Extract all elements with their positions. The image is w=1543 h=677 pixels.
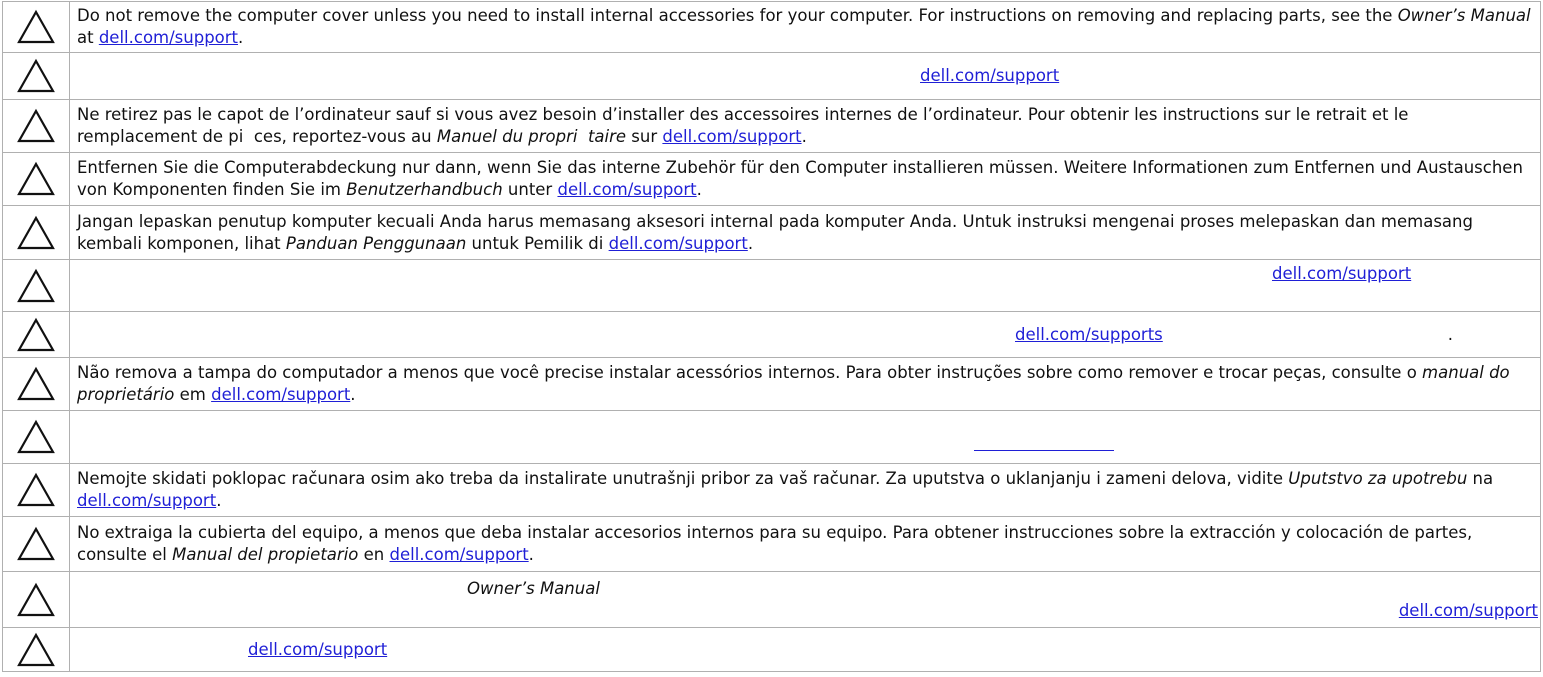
- notice-row-blank-6: [2, 628, 1541, 672]
- support-link[interactable]: dell.com/support: [1272, 264, 1412, 283]
- caution-triangle-icon: [16, 582, 56, 618]
- manual-title: manual do proprietário: [77, 363, 1510, 404]
- caution-triangle-icon: [16, 108, 56, 144]
- notice-text-part: Ne retirez pas le capot de l’ordinateur sauf si vous avez besoin d’installer des accessoires internes de l’ordinateur. Pour obtenir les instructions sur le retrait et le remplacement de pi ces, reportez-vous au: [77, 105, 1409, 146]
- notice-text: [69, 312, 1541, 358]
- notice-text-part: Entfernen Sie die Computerabdeckung nur dann, wenn Sie das interne Zubehör für den Computer installieren müssen. Weitere Informationen zum Entfernen und Austauschen von Komponenten finden Sie im: [77, 158, 1523, 199]
- manual-title: Manuel du propri taire: [436, 127, 627, 146]
- notice-text: [69, 358, 1541, 411]
- notice-text: [69, 260, 1541, 312]
- caution-triangle-icon: [16, 161, 56, 197]
- caution-icon-cell: [2, 628, 69, 672]
- notice-text: [69, 628, 1541, 672]
- notice-text-part: untuk Pemilik di: [466, 233, 609, 253]
- notice-text: [69, 572, 1541, 628]
- support-link[interactable]: dell.com/support: [77, 491, 217, 510]
- support-link[interactable]: dell.com/support: [1398, 600, 1538, 620]
- notice-text: [69, 464, 1541, 517]
- caution-icon-cell: [2, 517, 69, 572]
- notice-text-part: .: [238, 28, 244, 47]
- notice-text-part: No extraiga la cubierta del equipo, a menos que deba instalar accesorios internos para su equipo. Para obtener instrucciones sobre la extracción y colocación de partes, consulte el: [77, 523, 1473, 564]
- support-link-underline[interactable]: [974, 432, 1114, 451]
- caution-icon-cell: [2, 206, 69, 260]
- caution-triangle-icon: [16, 472, 56, 508]
- manual-title: Benutzerhandbuch: [346, 180, 503, 199]
- notice-text-part: sur: [626, 127, 663, 146]
- caution-icon-cell: [2, 411, 69, 464]
- caution-icon-cell: [2, 312, 69, 358]
- notice-text-part: en: [358, 545, 390, 564]
- notice-text-part: .: [747, 233, 754, 253]
- notice-text-part: na: [1467, 469, 1494, 488]
- caution-icon-cell: [2, 153, 69, 206]
- support-link[interactable]: dell.com/support: [211, 385, 351, 404]
- notice-text-part: unter: [502, 180, 558, 199]
- notice-row-blank-5: [2, 572, 1541, 628]
- notice-text-part: .: [801, 127, 807, 146]
- support-link[interactable]: dell.com/support: [248, 639, 388, 659]
- notice-text: [69, 153, 1541, 206]
- manual-title: Manual del propietario: [172, 545, 359, 564]
- notice-row-id: [2, 206, 1541, 260]
- support-link[interactable]: dell.com/support: [608, 233, 748, 253]
- caution-icon-cell: [2, 358, 69, 411]
- support-link[interactable]: dell.com/support: [662, 127, 802, 146]
- caution-icon-cell: [2, 464, 69, 517]
- caution-triangle-icon: [16, 366, 56, 402]
- notice-row-en: [2, 1, 1541, 53]
- caution-triangle-icon: [16, 58, 56, 94]
- notice-text-part: em: [174, 385, 212, 404]
- caution-icon-cell: [2, 260, 69, 312]
- notice-row-pt: [2, 358, 1541, 411]
- notice-text-part: at: [77, 28, 99, 47]
- caution-triangle-icon: [16, 632, 56, 668]
- notice-text: [69, 517, 1541, 572]
- manual-title: Panduan Penggunaan: [285, 233, 467, 253]
- manual-title: Owner’s Manual: [467, 578, 600, 598]
- notice-text: [69, 1, 1541, 53]
- caution-triangle-icon: [16, 268, 56, 304]
- notice-text-part: Jangan lepaskan penutup komputer kecuali Anda harus memasang aksesori internal pada komputer Anda. Untuk instruksi mengenai proses melepaskan dan memasang kembali komponen, lihat: [77, 211, 1473, 253]
- notice-row-fr: [2, 100, 1541, 153]
- manual-title: Owner’s Manual: [1397, 6, 1531, 25]
- notice-text: [69, 411, 1541, 464]
- caution-triangle-icon: [16, 9, 56, 45]
- notice-text-part: Nemojte skidati poklopac računara osim ako treba da instalirate unutrašnji pribor za vaš računar. Za uputstva o uklanjanju i zameni delova, vidite: [77, 469, 1289, 488]
- caution-icon-cell: [2, 572, 69, 628]
- notice-row-blank-1: [2, 53, 1541, 100]
- notice-row-blank-4: [2, 411, 1541, 464]
- notice-text-part: .: [216, 491, 222, 510]
- support-link[interactable]: dell.com/support: [557, 180, 697, 199]
- support-link[interactable]: dell.com/supports: [1015, 324, 1163, 344]
- notice-text-part: .: [1447, 324, 1454, 344]
- notice-row-es: [2, 517, 1541, 572]
- notice-text-part: Do not remove the computer cover unless you need to install internal accessories for your computer. For instructions on removing and replacing parts, see the: [77, 6, 1398, 25]
- notice-text: [69, 206, 1541, 260]
- notice-text-part: .: [528, 545, 534, 564]
- caution-triangle-icon: [16, 419, 56, 455]
- notice-text-part: Não remova a tampa do computador a menos que você precise instalar acessórios internos. Para obter instruções sobre como remover e trocar peças, consulte o: [77, 363, 1423, 382]
- support-link[interactable]: dell.com/support: [389, 545, 529, 564]
- notice-row-sr: [2, 464, 1541, 517]
- caution-triangle-icon: [16, 526, 56, 562]
- support-link[interactable]: dell.com/support: [98, 28, 239, 47]
- notice-text: [69, 100, 1541, 153]
- caution-triangle-icon: [16, 215, 56, 251]
- notice-row-de: [2, 153, 1541, 206]
- caution-triangle-icon: [16, 317, 56, 353]
- notice-text: [69, 53, 1541, 100]
- notice-row-blank-3: [2, 312, 1541, 358]
- caution-notice-table: [2, 1, 1541, 672]
- caution-icon-cell: [2, 53, 69, 100]
- notice-row-blank-2: [2, 260, 1541, 312]
- notice-text-part: .: [696, 180, 702, 199]
- support-link[interactable]: dell.com/support: [920, 66, 1060, 85]
- notice-text-part: .: [350, 385, 356, 404]
- caution-icon-cell: [2, 1, 69, 53]
- manual-title: Uputstvo za upotrebu: [1288, 469, 1468, 488]
- caution-icon-cell: [2, 100, 69, 153]
